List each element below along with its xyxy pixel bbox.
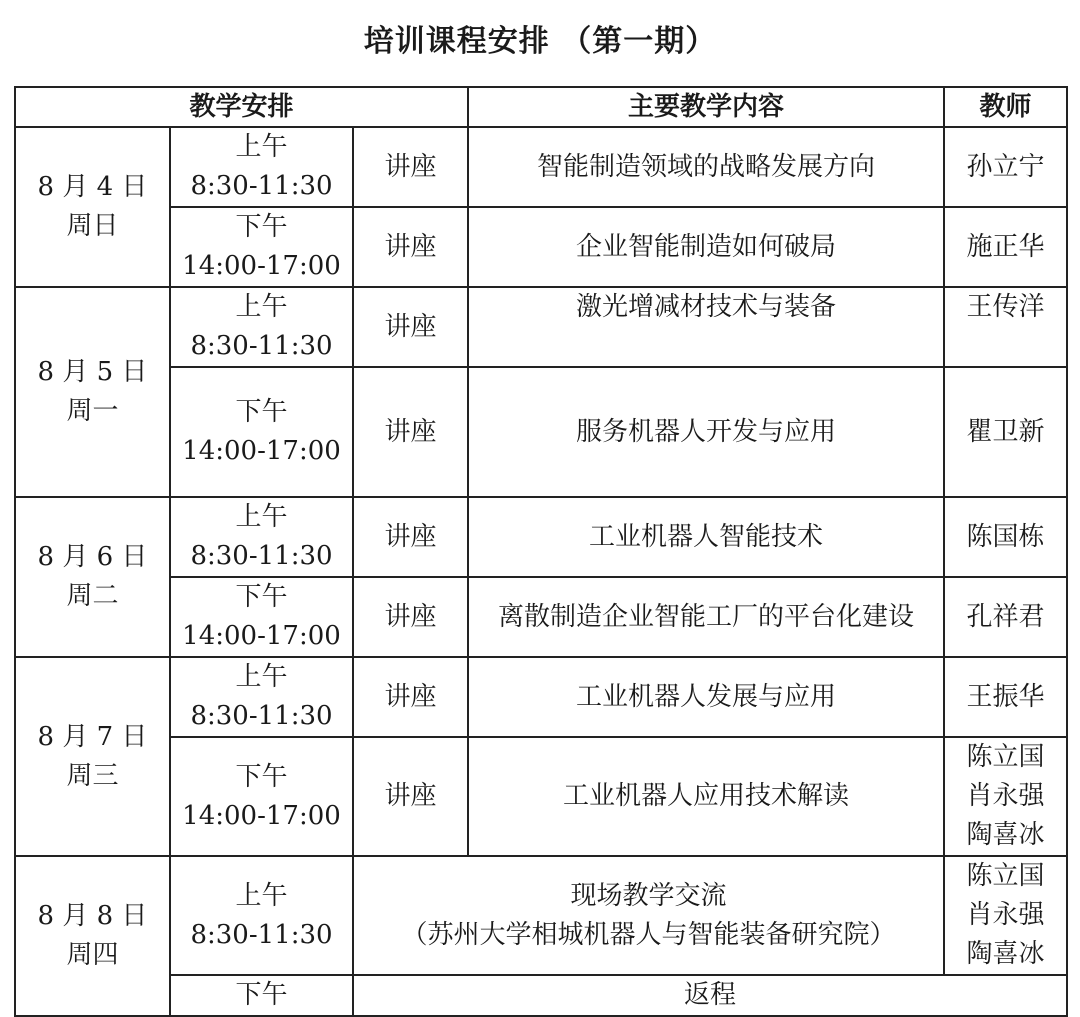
teacher-name: 瞿卫新	[966, 416, 1045, 447]
table-row	[15, 367, 1067, 497]
content-cell: 激光增减材技术与装备	[468, 287, 944, 367]
time-text: 14:00-17:00	[182, 800, 341, 831]
header-teacher: 教师	[944, 87, 1067, 127]
content-line: 现场教学交流	[570, 880, 727, 911]
content-cell: 离散制造企业智能工厂的平台化建设	[468, 577, 944, 657]
teacher-cell	[944, 207, 1067, 287]
table-row	[15, 975, 1067, 1016]
teacher-name: 施正华	[966, 231, 1045, 262]
period-text: 上午	[235, 292, 288, 322]
teacher-name: 陈立国	[966, 742, 1045, 772]
content-cell: 智能制造领域的战略发展方向	[468, 127, 944, 207]
date-cell	[15, 856, 170, 1016]
time-text: 14:00-17:00	[182, 621, 341, 651]
date-text: 8 月 4 日	[37, 172, 148, 202]
time-cell	[170, 657, 353, 737]
teacher-name: 肖永强	[966, 781, 1045, 811]
content-line: （苏州大学相城机器人与智能装备研究院）	[401, 919, 896, 950]
weekday-text: 周一	[66, 396, 119, 426]
content-cell: 服务机器人开发与应用	[468, 367, 944, 497]
type-cell: 讲座	[353, 737, 468, 856]
teacher-cell	[944, 367, 1067, 497]
type-cell: 讲座	[353, 657, 468, 737]
date-cell	[15, 127, 170, 287]
teacher-cell	[944, 287, 1067, 367]
date-text: 8 月 5 日	[37, 357, 148, 387]
teacher-cell	[944, 657, 1067, 737]
date-text: 8 月 8 日	[37, 901, 148, 931]
time-text: 14:00-17:00	[182, 251, 341, 281]
period-text: 上午	[235, 502, 288, 532]
date-text: 8 月 7 日	[37, 721, 148, 752]
period-text: 上午	[235, 880, 288, 911]
table-row	[15, 127, 1067, 207]
table-row	[15, 577, 1067, 657]
teacher-name: 孔祥君	[966, 601, 1045, 632]
period-text: 上午	[235, 132, 288, 162]
teacher-cell	[944, 127, 1067, 207]
weekday-text: 周二	[66, 581, 119, 611]
period-text: 上午	[235, 662, 288, 692]
teacher-name: 陶喜冰	[966, 939, 1045, 969]
date-cell	[15, 657, 170, 856]
period-text: 下午	[235, 397, 288, 427]
time-text: 14:00-17:00	[182, 436, 341, 466]
table-row	[15, 207, 1067, 287]
teacher-name: 肖永强	[966, 900, 1045, 930]
weekday-text: 周日	[66, 211, 119, 241]
teacher-cell	[944, 737, 1067, 856]
type-cell: 讲座	[353, 287, 468, 367]
teacher-cell	[944, 497, 1067, 577]
time-cell	[170, 975, 353, 1016]
table-row	[15, 287, 1067, 367]
type-cell: 讲座	[353, 207, 468, 287]
content-cell: 返程	[353, 975, 1067, 1016]
table-row	[15, 737, 1067, 856]
period-text: 下午	[235, 980, 288, 1010]
time-cell	[170, 367, 353, 497]
teacher-cell	[944, 577, 1067, 657]
time-cell	[170, 856, 353, 975]
weekday-text: 周三	[66, 760, 119, 791]
content-cell	[353, 856, 944, 975]
header-schedule: 教学安排	[15, 87, 468, 127]
date-cell	[15, 287, 170, 497]
time-cell	[170, 127, 353, 207]
time-cell	[170, 577, 353, 657]
type-cell: 讲座	[353, 497, 468, 577]
time-text: 8:30-11:30	[190, 331, 333, 361]
table-row	[15, 657, 1067, 737]
teacher-name: 王传洋	[966, 292, 1045, 322]
teacher-name: 陈立国	[966, 861, 1045, 891]
period-text: 下午	[235, 761, 288, 792]
period-text: 下午	[235, 212, 288, 242]
weekday-text: 周四	[66, 940, 119, 970]
teacher-name: 陈国栋	[966, 521, 1045, 552]
type-cell: 讲座	[353, 367, 468, 497]
time-text: 8:30-11:30	[190, 919, 333, 950]
content-cell: 工业机器人智能技术	[468, 497, 944, 577]
time-text: 8:30-11:30	[190, 171, 333, 201]
teacher-name: 陶喜冰	[966, 820, 1045, 850]
time-cell	[170, 287, 353, 367]
teacher-name: 王振华	[966, 681, 1045, 712]
teacher-cell	[944, 856, 1067, 975]
content-cell: 工业机器人应用技术解读	[468, 737, 944, 856]
header-content: 主要教学内容	[468, 87, 944, 127]
date-cell	[15, 497, 170, 657]
time-cell	[170, 737, 353, 856]
time-text: 8:30-11:30	[190, 701, 333, 731]
time-text: 8:30-11:30	[190, 541, 333, 571]
type-cell: 讲座	[353, 577, 468, 657]
period-text: 下午	[235, 582, 288, 612]
page-title: 培训课程安排 （第一期）	[363, 24, 717, 59]
type-cell: 讲座	[353, 127, 468, 207]
content-cell: 企业智能制造如何破局	[468, 207, 944, 287]
content-cell: 工业机器人发展与应用	[468, 657, 944, 737]
date-text: 8 月 6 日	[37, 542, 148, 572]
time-cell	[170, 497, 353, 577]
header-row	[15, 87, 1067, 127]
teacher-name: 孙立宁	[966, 151, 1045, 182]
schedule-table	[14, 86, 1068, 1017]
time-cell	[170, 207, 353, 287]
table-row	[15, 497, 1067, 577]
table-row	[15, 856, 1067, 975]
